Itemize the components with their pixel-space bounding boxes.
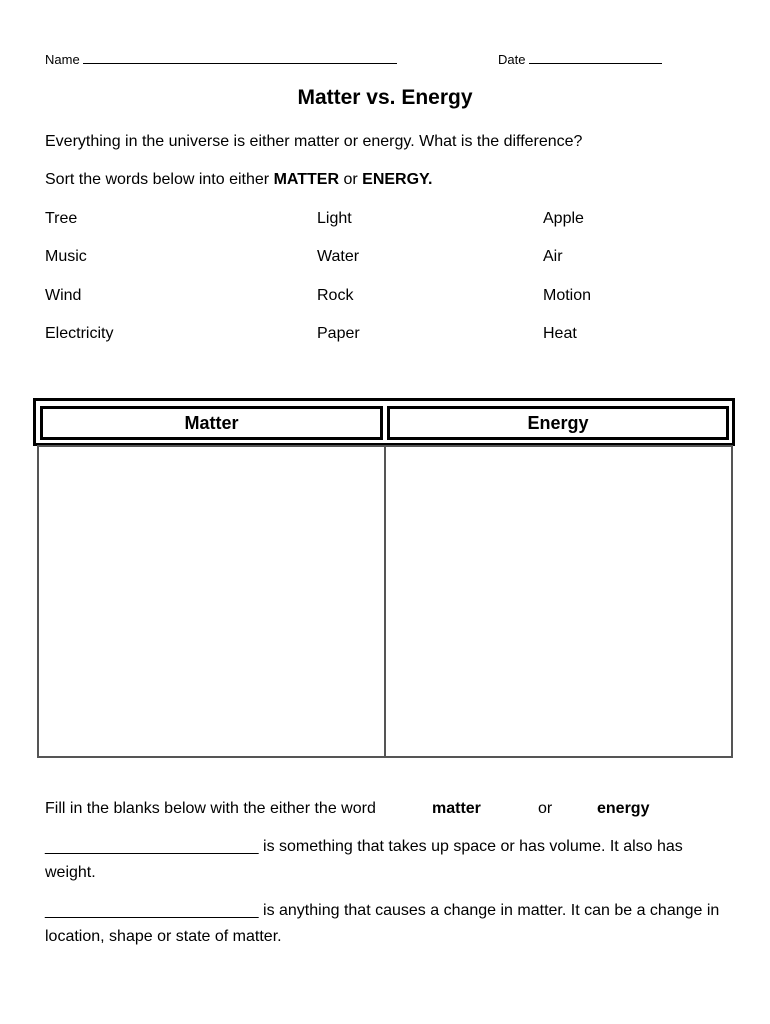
name-field <box>45 49 397 67</box>
page-title: Matter vs. Energy <box>297 86 473 109</box>
question-2-line-2: location, shape or state of matter. <box>45 928 282 945</box>
matter-column-header: Matter <box>40 406 383 440</box>
word-rock: Rock <box>317 287 354 304</box>
date-input-line[interactable] <box>529 49 662 64</box>
sort-instruction-energy: ENERGY. <box>362 171 433 188</box>
sort-instruction-or: or <box>339 171 363 188</box>
word-wind: Wind <box>45 287 82 304</box>
name-input-line[interactable] <box>83 49 397 64</box>
name-label: Name <box>45 52 80 67</box>
question-2-line-1 <box>45 902 719 920</box>
sort-instruction-matter: MATTER <box>273 171 340 188</box>
question-2-blank[interactable]: ________________________ <box>45 902 259 919</box>
word-heat: Heat <box>543 325 577 342</box>
energy-column-header: Energy <box>387 406 729 440</box>
word-tree: Tree <box>45 210 78 227</box>
date-label: Date <box>498 52 526 67</box>
word-apple: Apple <box>543 210 584 227</box>
word-motion: Motion <box>543 287 592 304</box>
word-light: Light <box>317 210 352 227</box>
energy-answer-area[interactable] <box>384 445 733 758</box>
matter-answer-area[interactable] <box>37 445 386 758</box>
question-1-line-1 <box>45 838 683 856</box>
word-electricity: Electricity <box>45 325 114 342</box>
sort-instruction <box>45 171 432 189</box>
intro-text: Everything in the universe is either matter or energy. What is the difference? <box>45 133 583 150</box>
sort-instruction-prefix: Sort the words below into either <box>45 171 274 188</box>
fill-word-matter: matter <box>432 800 481 817</box>
fill-instruction: Fill in the blanks below with the either the word <box>45 800 376 817</box>
question-2-text: is anything that causes a change in matter. It can be a change in <box>258 902 720 919</box>
fill-word-or: or <box>538 800 553 817</box>
word-paper: Paper <box>317 325 360 342</box>
fill-word-energy: energy <box>597 800 650 817</box>
question-1-text: is something that takes up space or has volume. It also has <box>258 838 683 855</box>
question-1-blank[interactable]: ________________________ <box>45 838 259 855</box>
word-water: Water <box>317 248 360 265</box>
date-field <box>498 49 662 67</box>
question-1-line-2: weight. <box>45 864 96 881</box>
word-air: Air <box>543 248 563 265</box>
word-music: Music <box>45 248 87 265</box>
